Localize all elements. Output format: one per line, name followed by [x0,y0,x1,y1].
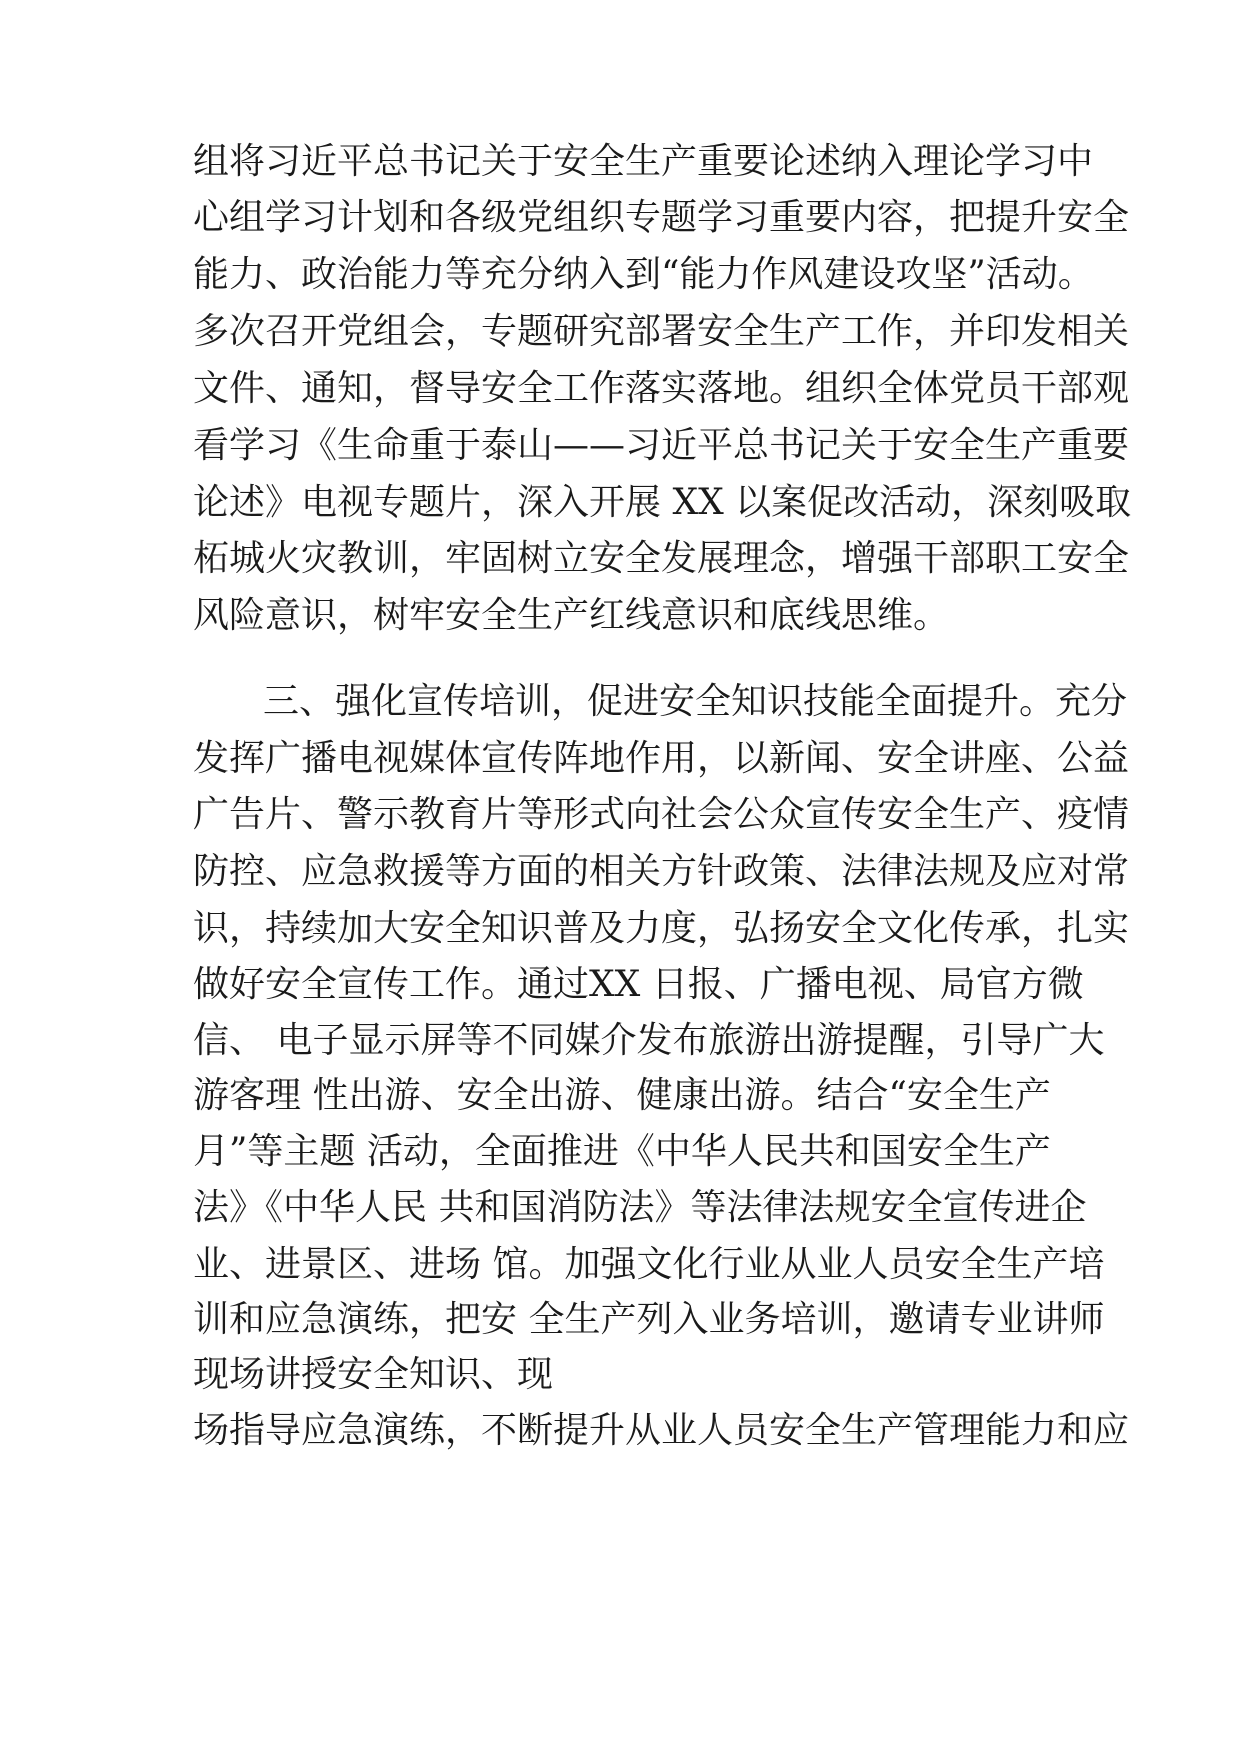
paragraph-line: 柘城火灾教训，牢固树立安全发展理念，增强干部职工安全 [193,538,1130,579]
paragraph-line: 月”等主题 活动，全面推进《中华人民共和国安全生产 [193,1131,1051,1172]
paragraph-line: 文件、通知，督导安全工作落实落地。组织全体党员干部观 [193,368,1130,409]
paragraph-line: 多次召开党组会，专题研究部署安全生产工作，并印发相关 [193,311,1130,352]
paragraph-line: 场指导应急演练，不断提升从业人员安全生产管理能力和应 [193,1410,1130,1451]
paragraph-line: 论述》电视专题片，深入开展 XX 以案促改活动，深刻吸取 [193,482,1132,523]
paragraph-line: 信、 电子显示屏等不同媒介发布旅游出游提醒，引导广大 [193,1020,1105,1061]
paragraph-line: 法》《中华人民 共和国消防法》等法律法规安全宣传进企 [193,1187,1087,1228]
paragraph-line: 风险意识，树牢安全生产红线意识和底线思维。 [193,595,950,636]
paragraph-line: 心组学习计划和各级党组织专题学习重要内容，把提升安全 [193,197,1130,238]
paragraph-line: 看学习《生命重于泰山——习近平总书记关于安全生产重要 [193,425,1130,466]
paragraph-line: 防控、应急救援等方面的相关方针政策、法律法规及应对常 [193,851,1130,892]
paragraph-line: 识，持续加大安全知识普及力度，弘扬安全文化传承，扎实 [193,908,1130,949]
paragraph-line: 做好安全宣传工作。通过XX 日报、广播电视、局官方微 [193,964,1084,1005]
paragraph-line: 业、进景区、进场 馆。加强文化行业从业人员安全生产培 [193,1244,1105,1285]
paragraph-line: 游客理 性出游、安全出游、健康出游。结合“安全生产 [193,1075,1051,1116]
paragraph-line: 现场讲授安全知识、现 [193,1354,554,1395]
section-heading-line: 三、强化宣传培训，促进安全知识技能全面提升。充分 [263,681,1128,722]
paragraph-line: 广告片、警示教育片等形式向社会公众宣传安全生产、疫情 [193,794,1130,835]
paragraph-line: 组将习近平总书记关于安全生产重要论述纳入理论学习中 [193,141,1094,182]
paragraph-line: 训和应急演练，把安 全生产列入业务培训，邀请专业讲师 [193,1299,1105,1340]
paragraph-line: 发挥广播电视媒体宣传阵地作用，以新闻、安全讲座、公益 [193,738,1130,779]
paragraph-line: 能力、政治能力等充分纳入到“能力作风建设攻坚”活动。 [193,254,1094,295]
